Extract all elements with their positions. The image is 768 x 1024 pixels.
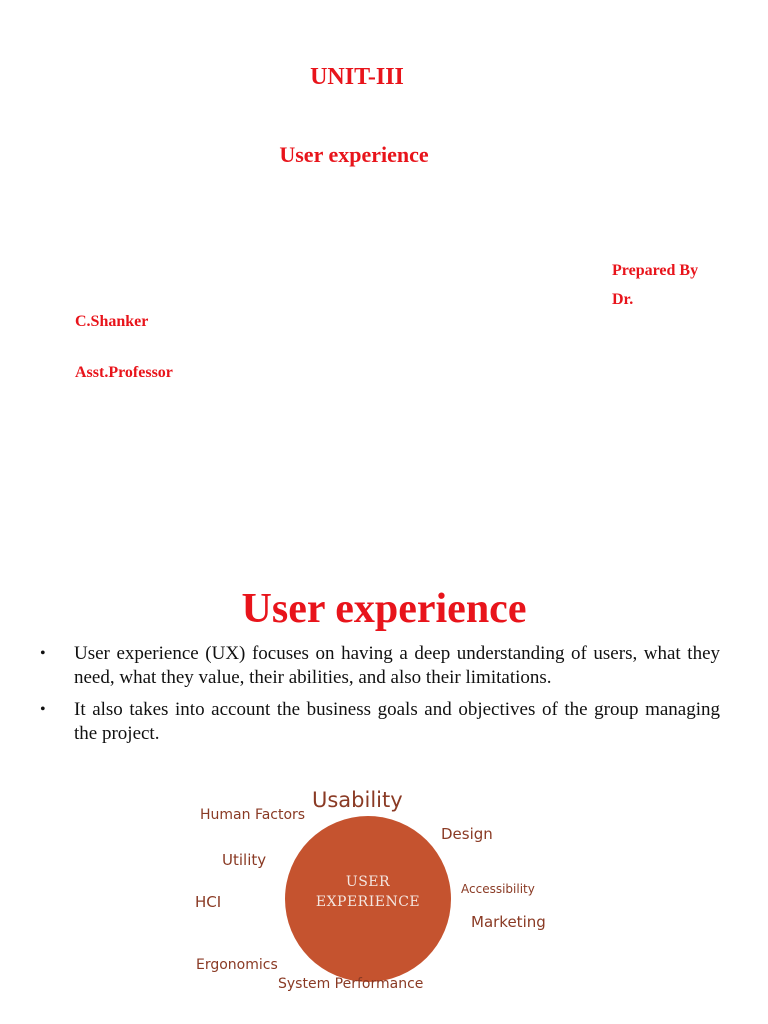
label-accessibility: Accessibility: [461, 882, 535, 896]
bullet-text: It also takes into account the business goals and objectives of the group managing the project.: [74, 699, 720, 744]
label-utility: Utility: [222, 851, 267, 869]
label-system-performance: System Performance: [278, 976, 424, 992]
bullet-icon: •: [40, 701, 46, 718]
ux-circle-line-2: EXPERIENCE: [315, 894, 421, 910]
label-ergonomics: Ergonomics: [196, 957, 278, 973]
label-hci: HCI: [195, 893, 222, 911]
bullet-item: [40, 642, 720, 690]
author-name: C.Shanker: [75, 313, 149, 330]
prepared-by-label: Prepared By: [612, 262, 699, 279]
label-human-factors: Human Factors: [200, 807, 306, 823]
bullet-icon: •: [40, 645, 46, 662]
author-title: Dr.: [612, 291, 634, 308]
ux-diagram: [190, 782, 570, 1002]
ux-circle-line-1: USER: [345, 874, 391, 890]
label-marketing: Marketing: [471, 913, 546, 931]
ux-circle-label: [285, 872, 451, 912]
unit-title: UNIT-III: [310, 64, 404, 90]
bullet-item: [40, 698, 720, 746]
author-designation: Asst.Professor: [75, 364, 173, 381]
cover-subtitle: User experience: [279, 142, 429, 167]
slide-title: User experience: [241, 586, 527, 632]
bullet-text: User experience (UX) focuses on having a deep understanding of users, what they need, what they value, their abilities, and also their limitations.: [74, 643, 720, 688]
label-design: Design: [441, 825, 493, 843]
bullet-list: [40, 642, 720, 754]
label-usability: Usability: [312, 788, 403, 812]
